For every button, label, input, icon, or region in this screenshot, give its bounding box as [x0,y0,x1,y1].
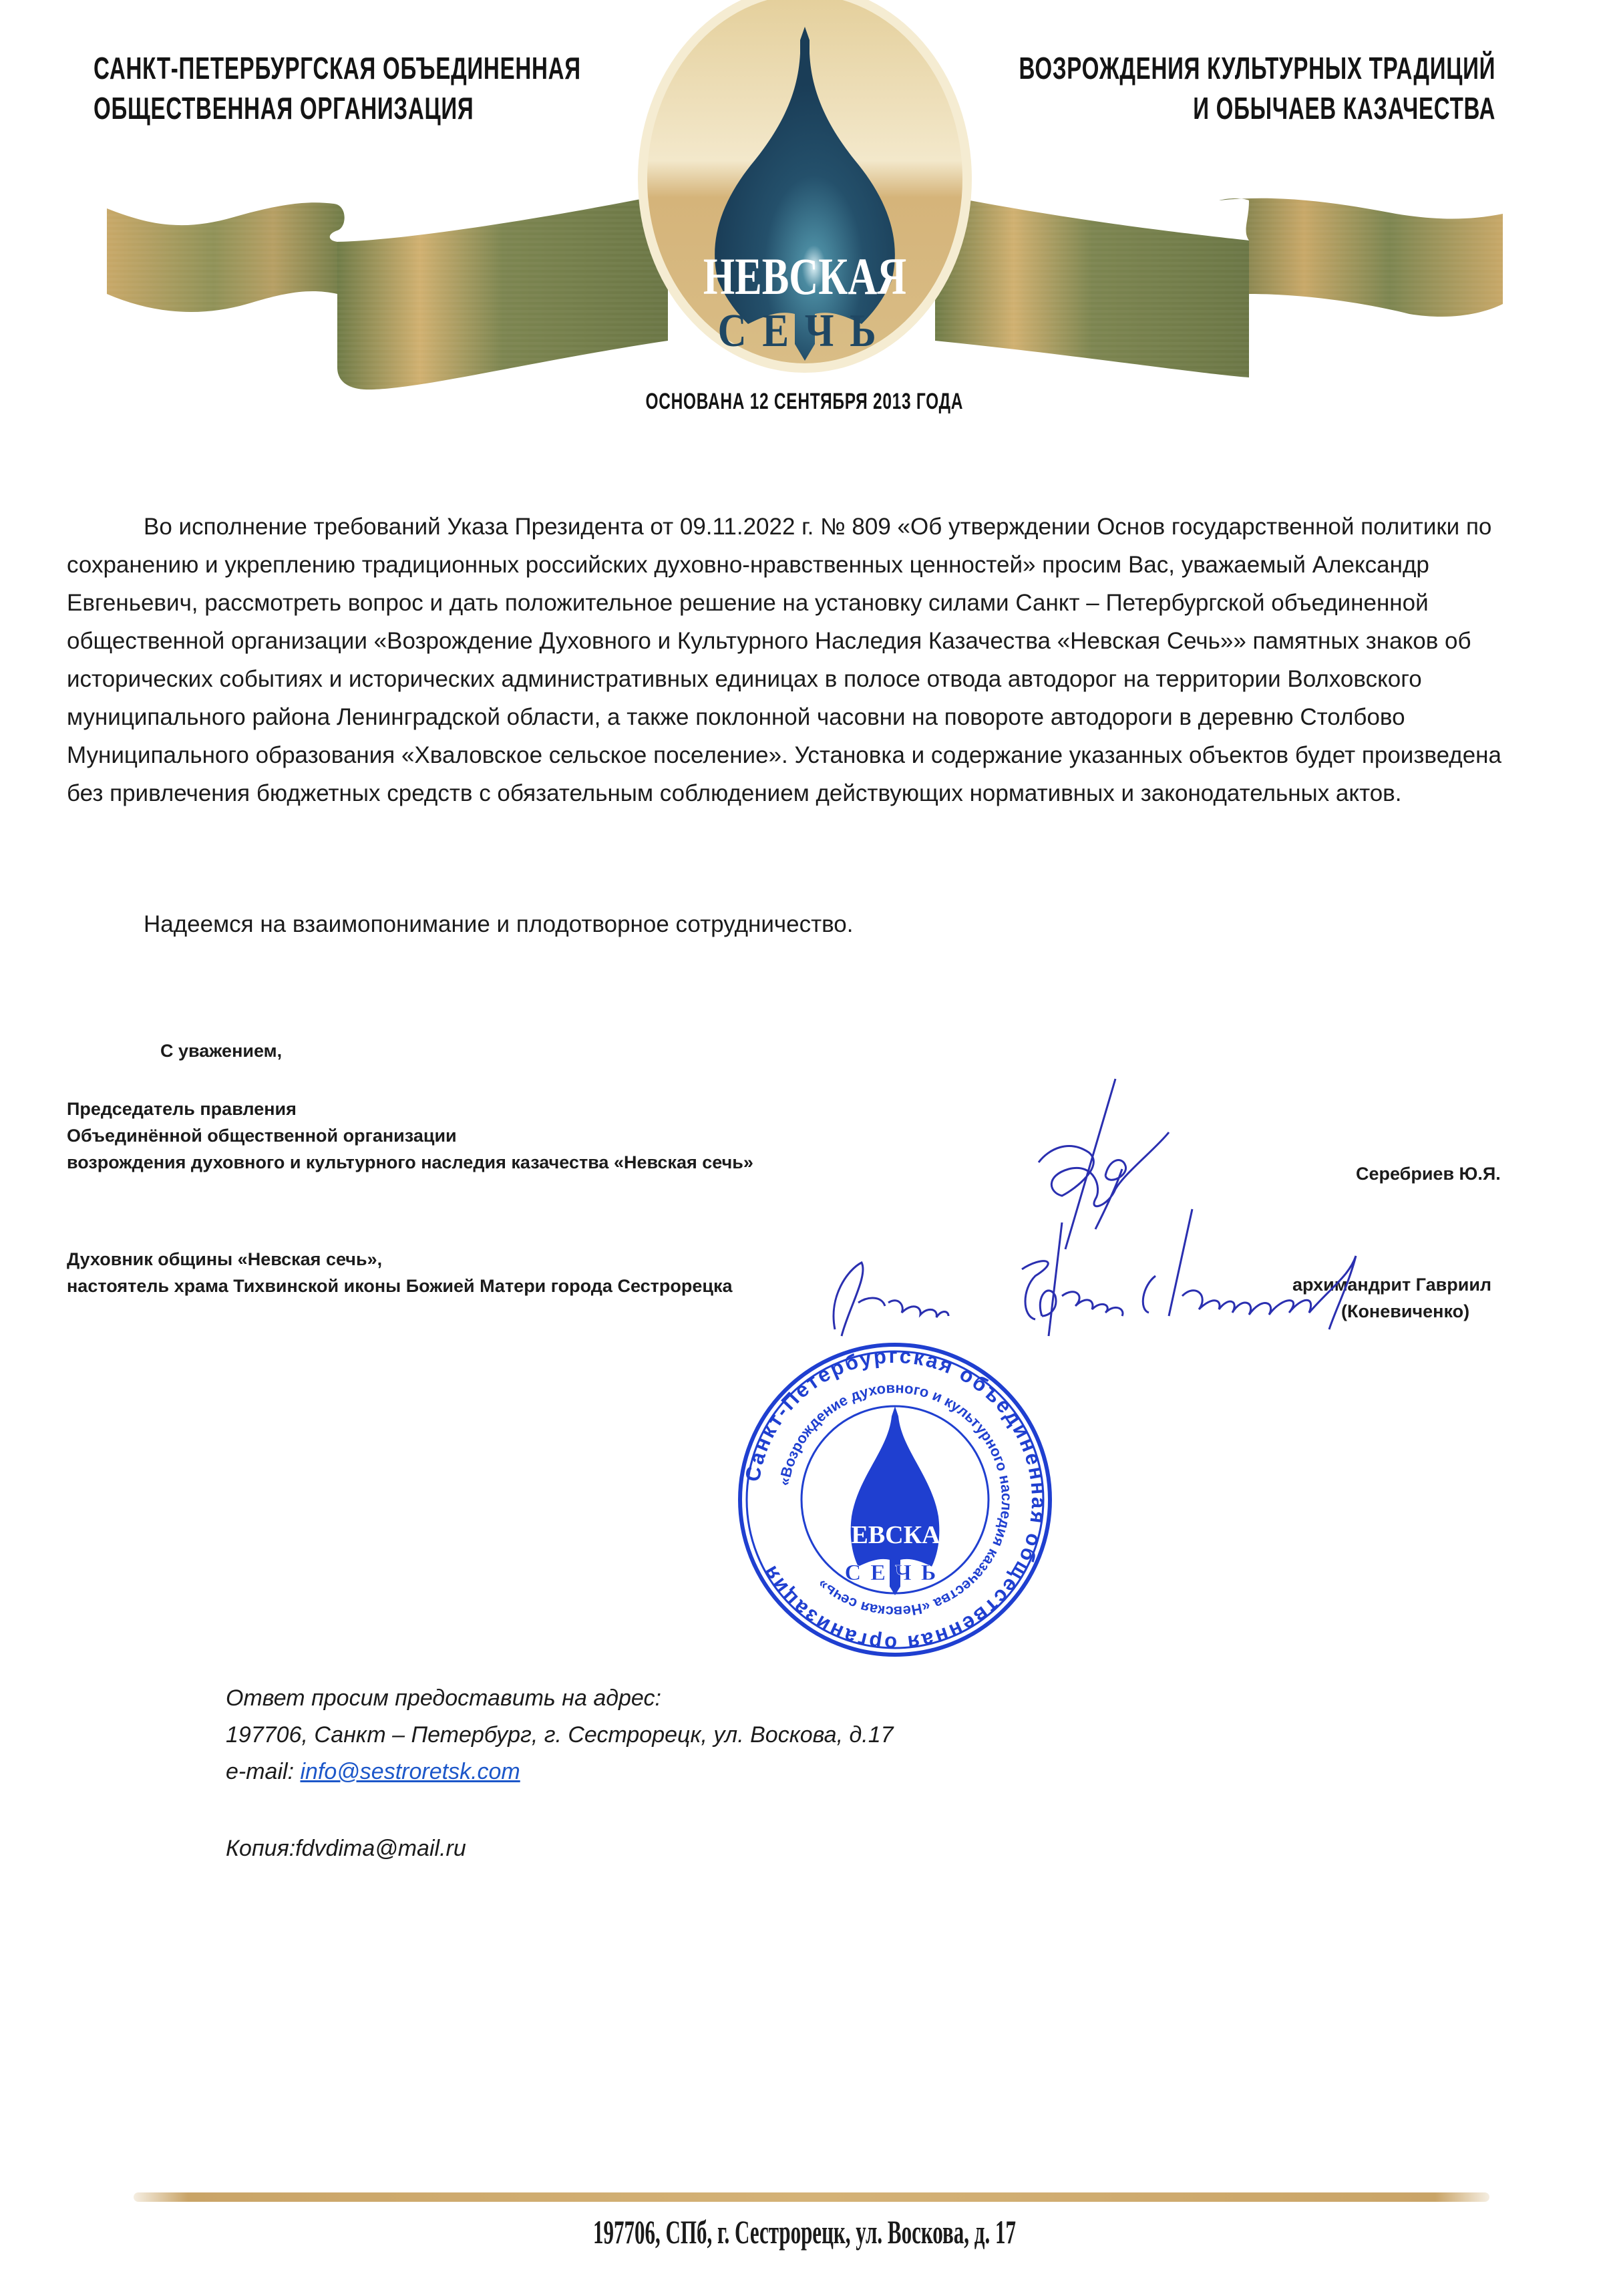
founded-date [0,389,1609,415]
chairman-name: Серебриев Ю.Я. [1356,1164,1501,1184]
org-title-right-line-1: ВОЗРОЖДЕНИЯ КУЛЬТУРНЫХ ТРАДИЦИЙ [1019,51,1495,86]
closing-regards: С уважением, [160,1041,283,1061]
chairman-title-line-3: возрождения духовного и культурного наследия казачества «Невская сечь» [67,1152,753,1172]
org-title-left-line-2: ОБЩЕСТВЕННАЯ ОРГАНИЗАЦИЯ [94,91,474,126]
reply-email-line [226,1754,894,1790]
logo-text-nevskaya: НЕВСКАЯ [703,248,907,306]
org-title-left-line-1: САНКТ-ПЕТЕРБУРГСКАЯ ОБЪЕДИНЕННАЯ [94,51,581,86]
spiritual-title [67,1246,732,1299]
chairman-title [67,1096,753,1176]
footer-address [0,2212,1609,2251]
email-label: e-mail: [226,1759,301,1784]
archimandrite-signature [822,1196,1543,1349]
chairman-title-line-1: Председатель правления [67,1099,297,1119]
archimandrite-name: архимандрит Гавриил [1292,1275,1492,1295]
archimandrite-surname: (Коневиченко) [1340,1301,1470,1321]
org-title-right-line-2: И ОБЫЧАЕВ КАЗАЧЕСТВА [1193,91,1495,126]
official-stamp [738,1343,1052,1657]
spiritual-title-line-2: настоятель храма Тихвинской иконы Божией Матери города Сестрорецка [67,1276,733,1296]
copy-recipient: Копия:fdvdima@mail.ru [226,1836,466,1861]
reply-block [226,1680,894,1790]
reply-request: Ответ просим предоставить на адрес: [226,1685,661,1711]
stamp-center-sech: СЕЧЬ [844,1561,946,1585]
logo-text-sech: СЕЧЬ [717,305,892,357]
body-paragraph-1: Во исполнение требований Указа Президента от 09.11.2022 г. № 809 «Об утверждении Основ государственной политики по сохранению и укреплению традиционных российских духовно-нравственных ценностей» просим Вас, уважаемый Александр Евгеньевич, рассмотреть вопрос и дать положительное решение на установку силами Санкт – Петербургской объединенной общественной организации «Возрождение Духовного и Культурного Наследия Казачества «Невская Сечь»» памятных знаков об исторических событиях и исторических административных единицах в полосе отвода автодорог на территории Волховского муниципального района Ленинградской области, а также поклонной часовни на повороте автодороги в деревню Столбово Муниципального образования «Хваловское сельское поселение». Установка и содержание указанных объектов будет произведена без привлечения бюджетных средств с обязательным соблюдением действующих нормативных и законодательных актов. [67,514,1501,806]
stamp-inner-text: «Возрождение духовного и культурного наследия казачества «Невская сечь» [775,1379,1016,1621]
footer-divider [134,2192,1489,2202]
founded-date-text: ОСНОВАНА 12 СЕНТЯБРЯ 2013 ГОДА [645,389,964,414]
body-paragraph-2: Надеемся на взаимопонимание и плодотворное сотрудничество. [144,911,854,937]
email-link[interactable]: info@sestroretsk.com [300,1759,520,1784]
stamp-center-nevskaya: НЕВСКАЯ [831,1521,959,1549]
spiritual-title-line-1: Духовник общины «Невская сечь», [67,1249,383,1269]
ribbon-banner [0,0,1609,414]
reply-address: 197706, Санкт – Петербург, г. Сестрорецк, ул. Воскова, д.17 [226,1722,894,1748]
chairman-title-line-2: Объединённой общественной организации [67,1126,457,1146]
letter-body [67,508,1523,812]
footer-address-text: 197706, СПб, г. Сестрорецк, ул. Воскова, д. 17 [593,2213,1016,2251]
stamp-outer-text: Санкт-Петербургская объединенная общественная организация [740,1343,1051,1656]
